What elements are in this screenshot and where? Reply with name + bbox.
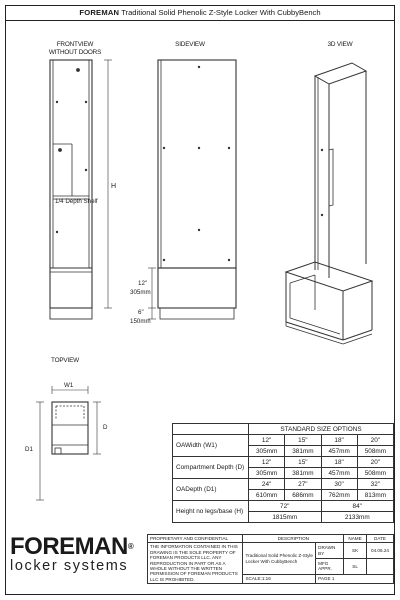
date-header: DATE [366,535,393,543]
proprietary-header: PROPRIETARY AND CONFIDENTIAL [148,535,243,543]
size-cell: 305mm [249,446,285,457]
drawing-scale: SCALE:1:16 [243,574,316,584]
size-cell: 32" [357,479,393,490]
top-width-label: W1 [64,382,74,389]
logo-registered-mark: ® [127,542,134,551]
side-view-label: SIDEVIEW [175,41,205,48]
title-text: Traditional Solid Phenolic Z-Style Locker With CubbyBench [121,8,321,17]
mfg-approval-label: MFG APPR. [316,559,344,575]
size-options-table [172,423,394,523]
row-label: Height no legs/base (H) [173,501,249,523]
size-cell: 18" [321,457,357,468]
base-height-mm: 150mm [130,318,151,325]
size-cell: 762mm [321,490,357,501]
description-header: DESCRIPTION [243,535,344,543]
size-cell: 457mm [321,468,357,479]
side-view-drawing [158,60,236,319]
size-cell: 27" [285,479,321,490]
drawn-by-value: SK [344,543,367,559]
3d-view-drawing [286,63,372,344]
size-cell: 381mm [285,446,321,457]
size-cell: 813mm [357,490,393,501]
size-cell: 381mm [285,468,321,479]
drawn-by-label: DRAWN BY [316,543,344,559]
base-height-in: 6" [138,309,144,316]
size-cell: 610mm [249,490,285,501]
front-view-drawing [50,60,92,319]
size-cell: 20" [357,457,393,468]
shelf-annotation: 1/4 Depth Shelf [55,198,98,205]
drawn-date-value: 04.06.24 [366,543,393,559]
size-cell: 508mm [357,446,393,457]
leg-height-in: 12" [138,280,148,287]
size-cell: 12" [249,457,285,468]
title-block [147,534,394,584]
3d-view-label: 3D VIEW [327,41,353,48]
size-cell: 84" [321,501,394,512]
row-label: OADepth (D1) [173,479,249,501]
top-view-label: TOPVIEW [51,357,79,364]
size-cell: 1815mm [249,512,322,523]
size-cell: 508mm [357,468,393,479]
logo-subtitle: locker systems [10,558,129,574]
row-label: OAWidth (W1) [173,435,249,457]
row-label: Compartment Depth (D) [173,457,249,479]
size-options-title: STANDARD SIZE OPTIONS [249,424,394,435]
size-cell: 72" [249,501,322,512]
logo-wordmark [10,535,138,559]
size-cell: 24" [249,479,285,490]
title-brand: FOREMAN [79,8,120,17]
size-cell: 15" [285,435,321,446]
size-cell: 15" [285,457,321,468]
size-cell: 18" [321,435,357,446]
mfg-approval-value: SL [344,559,367,575]
name-header: NAME [344,535,367,543]
size-cell: 457mm [321,446,357,457]
foreman-logo [10,535,138,574]
size-cell: 2133mm [321,512,394,523]
proprietary-notice: THE INFORMATION CONTAINED IN THIS DRAWING IS THE SOLE PROPERTY OF FOREMAN PRODUCTS LLC. ANY REPRODUCTION IN PART OR AS A WHOLE WITHOUT THE WRITTEN PERMISSION OF FOREMAN PRODUCTS LLC IS PROHIBITED. [148,543,243,584]
leg-height-mm: 305mm [130,289,151,296]
drawing-description: Traditional Solid Phenolic Z-Style Locker With CubbyBench [243,543,316,574]
size-cell: 20" [357,435,393,446]
height-h-label: H [111,183,117,190]
top-view-drawing [36,386,101,500]
size-cell: 30" [321,479,357,490]
top-depth-label: D [103,424,108,431]
logo-main-text: FOREMAN [10,533,128,560]
top-overall-depth-label: D1 [25,446,33,453]
size-cell: 12" [249,435,285,446]
size-cell: 305mm [249,468,285,479]
front-view-label: FRONTVIEW WITHOUT DOORS [48,41,102,56]
size-cell: 686mm [285,490,321,501]
page-number: PAGE 1 [316,574,394,584]
